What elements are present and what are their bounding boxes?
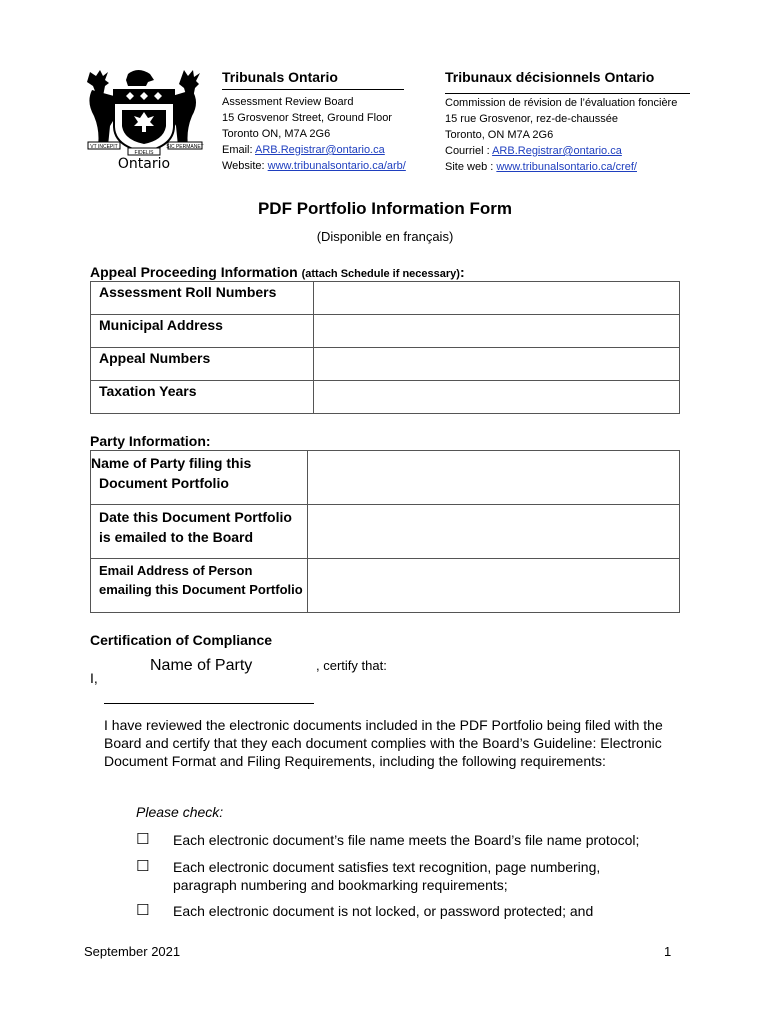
footer-date: September 2021 <box>84 944 181 959</box>
document-title: PDF Portfolio Information Form <box>257 199 513 218</box>
header-en-rule <box>222 89 404 90</box>
appeal-section-label <box>90 264 465 280</box>
motto-left: VT INCEPIT <box>90 144 118 150</box>
party-table <box>90 450 680 613</box>
date-emailed-label-line1: Date this Document Portfolio <box>99 509 292 525</box>
header-en-email-label: Email: <box>222 144 256 156</box>
email-address-label <box>91 559 308 613</box>
header-en-email-line <box>222 142 406 158</box>
check-item-text-recognition: Each electronic document satisfies text recognition, page numbering, paragraph numbering and bookmarking requirements; <box>173 859 601 893</box>
checkbox-file-name[interactable]: ☐ <box>136 831 150 848</box>
taxation-years-label: Taxation Years <box>91 381 314 414</box>
header-fr-email-link[interactable]: ARB.Registrar@ontario.ca <box>492 145 622 157</box>
table-row <box>91 282 680 315</box>
municipal-address-label: Municipal Address <box>91 315 314 348</box>
party-name-label <box>91 451 308 505</box>
header-fr-rule <box>445 93 690 94</box>
certification-i: I, <box>90 670 98 686</box>
header-fr-website-line <box>445 159 677 175</box>
motto-right: SIC PERMANET <box>166 144 204 150</box>
taxation-years-field[interactable] <box>314 381 680 414</box>
appeal-numbers-field[interactable] <box>314 348 680 381</box>
header-en-website-link[interactable]: www.tribunalsontario.ca/arb/ <box>267 160 406 172</box>
certification-label: Certification of Compliance <box>90 632 273 648</box>
header-en-website-label: Website: <box>222 160 268 172</box>
header-en-website-line <box>222 158 406 174</box>
date-emailed-field[interactable] <box>308 505 680 559</box>
header-fr-email-label: Courriel : <box>445 145 493 157</box>
appeal-section-label-note: (attach Schedule if necessary) <box>301 268 460 280</box>
appeal-section-label-main: Appeal Proceeding Information <box>90 264 302 280</box>
header-fr-line-board: Commission de révision de l’évaluation foncière <box>445 97 678 109</box>
name-of-party-underline <box>104 703 314 704</box>
table-row <box>91 348 680 381</box>
table-row <box>91 559 680 613</box>
assessment-roll-numbers-field[interactable] <box>314 282 680 315</box>
table-row <box>91 315 680 348</box>
checkbox-not-locked[interactable]: ☐ <box>136 902 150 919</box>
email-address-field[interactable] <box>308 559 680 613</box>
party-section-label: Party Information: <box>90 433 211 449</box>
assessment-roll-numbers-label: Assessment Roll Numbers <box>91 282 314 315</box>
certification-paragraph: I have reviewed the electronic documents included in the PDF Portfolio being filed with the Board and certify that they each document complies with the Board’s Guideline: Electronic Document Format and Filing Requirements, including the following requirements: <box>104 717 663 769</box>
page-number: 1 <box>664 944 672 959</box>
name-of-party-field[interactable]: Name of Party <box>150 657 253 674</box>
ontario-logo <box>80 64 210 174</box>
table-row <box>91 451 680 505</box>
certification-certify-text: , certify that: <box>316 658 387 673</box>
appeal-table <box>90 281 680 414</box>
header-fr-website-label: Site web : <box>445 161 497 173</box>
party-name-field[interactable] <box>308 451 680 505</box>
date-emailed-label <box>91 505 308 559</box>
header-fr-block <box>445 95 677 175</box>
header-en-title: Tribunals Ontario <box>222 69 338 85</box>
check-item-not-locked: Each electronic document is not locked, or password protected; and <box>173 903 594 919</box>
header-fr-line-street: 15 rue Grosvenor, rez-de-chaussée <box>445 113 619 125</box>
email-address-label-line1: Email Address of Person <box>99 563 253 578</box>
email-address-label-line2: emailing this Document Portfolio <box>99 582 303 597</box>
document-subtitle: (Disponible en français) <box>316 229 454 244</box>
header-en-line-street: 15 Grosvenor Street, Ground Floor <box>222 112 392 124</box>
date-emailed-label-line2: is emailed to the Board <box>99 529 254 545</box>
header-fr-email-line <box>445 143 677 159</box>
header-en-email-link[interactable]: ARB.Registrar@ontario.ca <box>255 144 385 156</box>
motto-center: FIDELIS <box>134 150 154 156</box>
municipal-address-field[interactable] <box>314 315 680 348</box>
table-row <box>91 381 680 414</box>
header-fr-website-link[interactable]: www.tribunalsontario.ca/cref/ <box>496 161 637 173</box>
coat-of-arms-icon <box>80 64 210 174</box>
appeal-section-label-colon: : <box>459 264 465 280</box>
party-name-label-line1: Name of Party filing this <box>91 455 252 471</box>
header-en-line-city: Toronto ON, M7A 2G6 <box>222 128 331 140</box>
header-fr-line-city: Toronto, ON M7A 2G6 <box>445 129 554 141</box>
please-check-label: Please check: <box>136 804 224 820</box>
header-en-line-board: Assessment Review Board <box>222 96 354 108</box>
appeal-numbers-label: Appeal Numbers <box>91 348 314 381</box>
header-en-block <box>222 94 406 174</box>
header-fr-title: Tribunaux décisionnels Ontario <box>445 69 655 85</box>
table-row <box>91 505 680 559</box>
party-name-label-line2: Document Portfolio <box>99 475 229 491</box>
logo-wordmark: Ontario <box>117 156 171 172</box>
check-item-file-name: Each electronic document’s file name meets the Board’s file name protocol; <box>173 832 640 848</box>
checkbox-text-recognition[interactable]: ☐ <box>136 858 150 875</box>
